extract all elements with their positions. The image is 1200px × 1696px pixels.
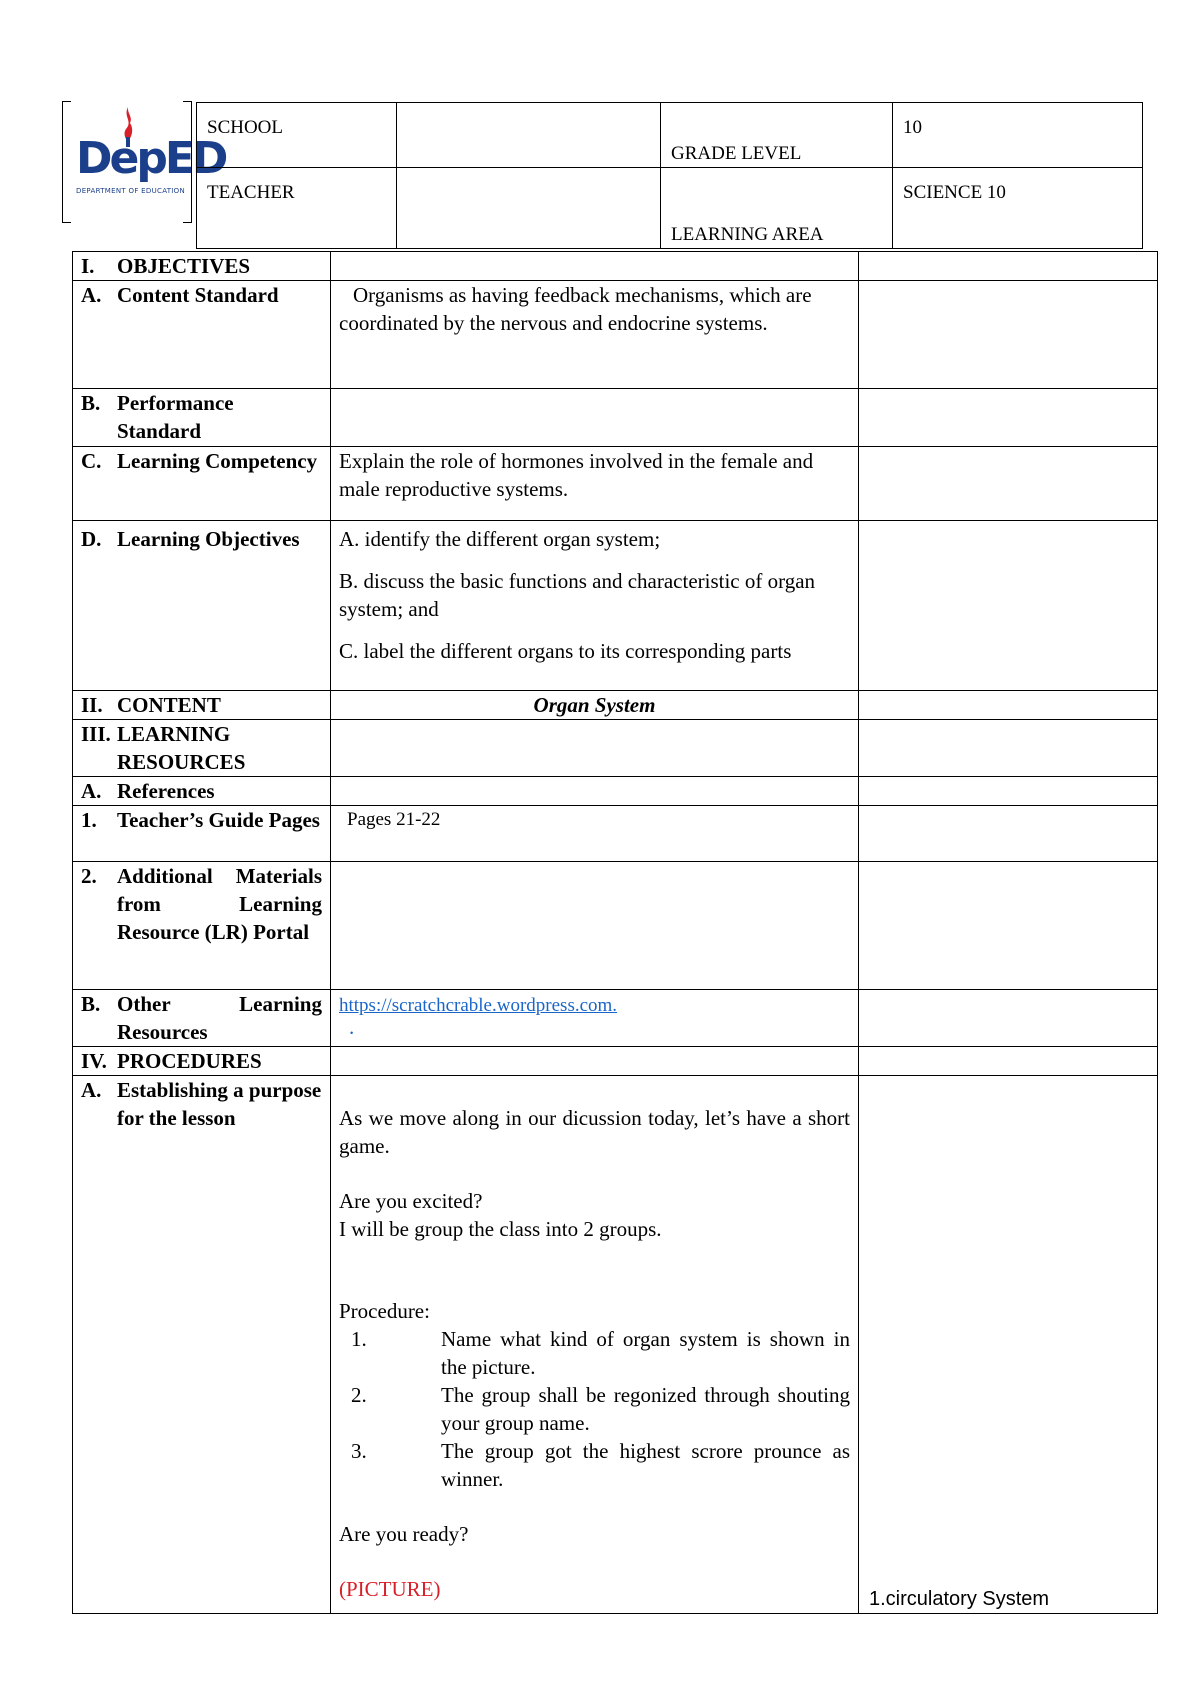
lesson-plan-table: [72, 251, 1158, 1614]
content-standard-text: Organisms as having feedback mechanisms, which are coordinated by the nervous and endocrine systems.: [339, 283, 812, 335]
teacher-value: [397, 168, 661, 249]
procedure-label: Procedure:: [339, 1299, 430, 1323]
learning-resources-heading: LEARNING RESOURCES: [117, 722, 246, 774]
learning-competency-text: Explain the role of hormones involved in the female and male reproductive systems.: [339, 449, 814, 501]
procedure-step: 3. The group got the highest scrore prounce as winner.: [351, 1439, 850, 1491]
school-value: [397, 103, 661, 168]
logo-bracket-right: [183, 101, 192, 223]
ready-question: Are you ready?: [339, 1522, 469, 1546]
row-procedures: IV. PROCEDURES: [73, 1047, 1158, 1076]
procedure-step: 2. The group shall be regonized through shouting your group name.: [351, 1383, 850, 1435]
performance-standard-label: Performance Standard: [117, 391, 234, 443]
picture-placeholder: (PICTURE): [339, 1577, 441, 1601]
row-objectives: I. OBJECTIVES: [73, 252, 1158, 281]
answer-circulatory-system: 1.circulatory System: [869, 1588, 1050, 1610]
additional-materials-label: Additional Materials from Learning Resource (LR) Portal: [117, 864, 322, 944]
content-topic: Organ System: [533, 693, 656, 717]
procedure-step: 1. Name what kind of organ system is shown in the picture.: [351, 1327, 850, 1379]
row-content-standard: A. Content Standard Organisms as having feedback mechanisms, which are coordinated by the nervous and endocrine systems.: [73, 281, 1158, 389]
row-content: II. CONTENT Organ System: [73, 691, 1158, 720]
row-establishing-purpose: A. Establishing a purpose for the lesson As we move along in our dicussion today, let’s have a short game. Are you excited? I will be group the class into 2 groups. Procedure: 1. Name what kind of organ system is shown in the picture. 2. The group shall be regonized through shouting your group name. 3. The group got the highest scrore prounce as winner. Are you ready? (PICTURE) 1.circulatory System: [73, 1076, 1158, 1614]
references-label: References: [117, 779, 215, 803]
content-heading: CONTENT: [117, 693, 221, 717]
objective-item: C. label the different organs to its corresponding parts: [339, 639, 792, 663]
procedure-steps: [339, 1325, 850, 1493]
row-teachers-guide: 1. Teacher’s Guide Pages Pages 21-22: [73, 806, 1158, 862]
game-intro: As we move along in our dicussion today, let’s have a short game.: [339, 1106, 850, 1158]
deped-logo: [62, 101, 226, 221]
objective-item: A. identify the different organ system;: [339, 527, 661, 551]
establishing-purpose-label: Establishing a purpose for the lesson: [117, 1078, 322, 1130]
learning-area-value: SCIENCE 10: [893, 168, 1143, 249]
grouping-text: I will be group the class into 2 groups.: [339, 1217, 662, 1241]
school-label: SCHOOL: [197, 103, 397, 168]
logo-bracket-left: [62, 101, 71, 223]
row-other-resources: B. Other Learning Resources https://scratchcrable.wordpress.com. .: [73, 990, 1158, 1047]
row-references: A. References: [73, 777, 1158, 806]
procedures-heading: PROCEDURES: [117, 1049, 262, 1073]
row-learning-objectives: D. Learning Objectives A. identify the different organ system; B. discuss the basic functions and characteristic of organ system; and C. label the different organs to its corresponding parts: [73, 521, 1158, 691]
learning-area-label: LEARNING AREA: [661, 168, 893, 249]
teachers-guide-pages: Pages 21-22: [347, 809, 441, 830]
row-learning-competency: C. Learning Competency Explain the role of hormones involved in the female and male reproductive systems.: [73, 447, 1158, 521]
grade-level-label: GRADE LEVEL: [661, 103, 893, 168]
objective-item: B. discuss the basic functions and characteristic of organ system; and: [339, 569, 816, 621]
resource-link[interactable]: https://scratchcrable.wordpress.com.: [339, 995, 618, 1016]
other-resources-label: Other Learning Resources: [117, 992, 322, 1044]
excited-question: Are you excited?: [339, 1189, 483, 1213]
grade-level-value: 10: [893, 103, 1143, 168]
logo-wordmark: DepED: [76, 133, 226, 184]
logo-subtitle: DEPARTMENT OF EDUCATION: [76, 187, 186, 195]
content-standard-label: Content Standard: [117, 283, 279, 307]
row-additional-materials: 2. Additional Materials from Learning Resource (LR) Portal: [73, 862, 1158, 990]
learning-competency-label: Learning Competency: [117, 449, 318, 473]
objectives-heading: OBJECTIVES: [117, 254, 251, 278]
teachers-guide-label: Teacher’s Guide Pages: [117, 808, 320, 832]
link-dot: .: [349, 1015, 355, 1039]
learning-objectives-label: Learning Objectives: [117, 527, 300, 551]
header-info-table: [196, 102, 1143, 249]
teacher-label: TEACHER: [197, 168, 397, 249]
row-learning-resources: III. LEARNING RESOURCES: [73, 720, 1158, 777]
row-performance-standard: B. Performance Standard: [73, 389, 1158, 447]
